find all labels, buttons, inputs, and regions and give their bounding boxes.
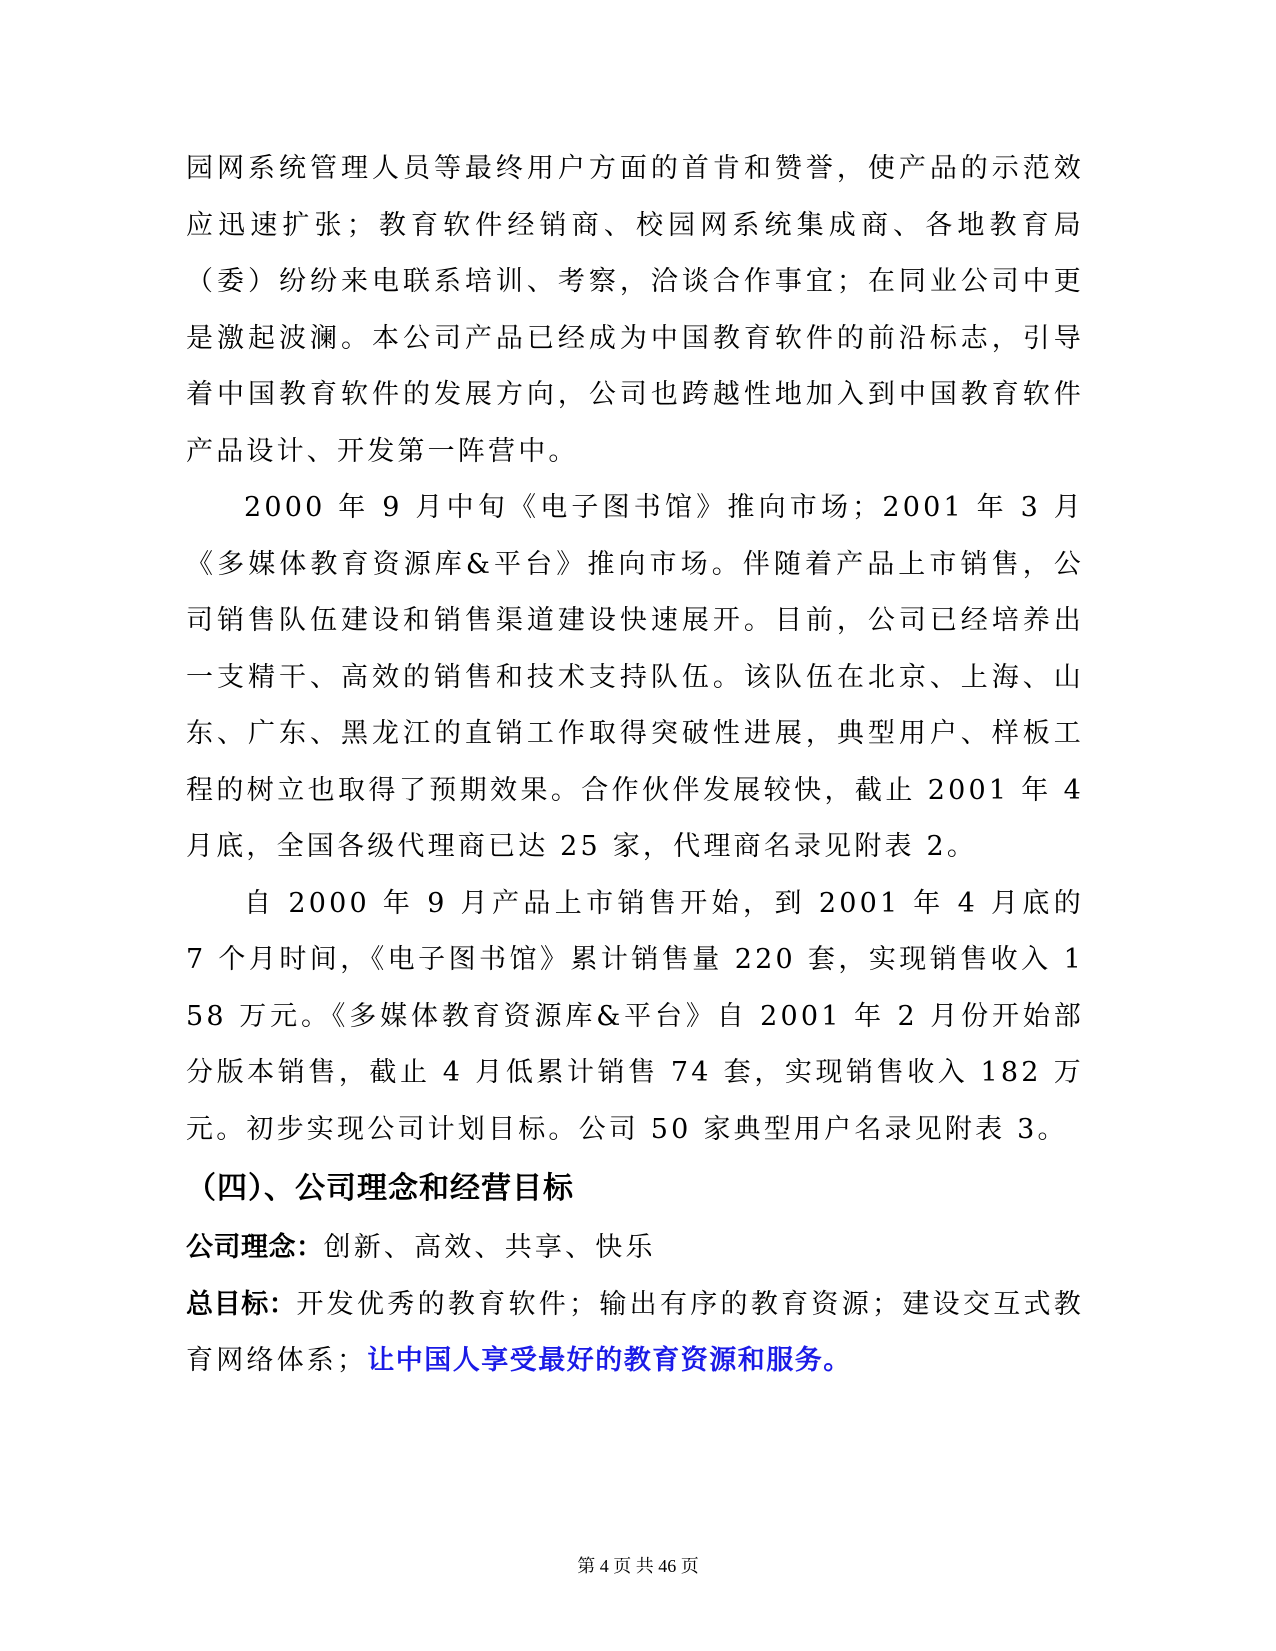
goal-text: 开发优秀的教育软件；输出有序的教育资源；建设交互式教育网络体系； [186, 1288, 1085, 1376]
goal-line [186, 1277, 1084, 1390]
goal-label: 总目标： [186, 1288, 297, 1320]
paragraph-market-launch: 2000 年 9 月中旬《电子图书馆》推向市场；2001 年 3 月《多媒体教育资源库&平台》推向市场。伴随着产品上市销售，公司销售队伍建设和销售渠道建设快速展开。目前，公司已经培养出一支精干、高效的销售和技术支持队伍。该队伍在北京、上海、山东、广东、黑龙江的直销工作取得突破性进展，典型用户、样板工程的树立也取得了预期效果。合作伙伴发展较快，截止 2001 年 4 月底，全国各级代理商已达 25 家，代理商名录见附表 2。 [186, 492, 1084, 862]
philosophy-text: 创新、高效、共享、快乐 [323, 1232, 656, 1263]
document-body [186, 141, 1084, 1390]
goal-highlight: 让中国人享受最好的教育资源和服务。 [367, 1345, 852, 1376]
philosophy-line [186, 1220, 1084, 1277]
section-heading: （四）、公司理念和经营目标 [186, 1171, 574, 1206]
philosophy-label: 公司理念： [186, 1232, 324, 1263]
paragraph-sales-results: 自 2000 年 9 月产品上市销售开始，到 2001 年 4 月底的 7 个月时间，《电子图书馆》累计销售量 220 套，实现销售收入 158 万元。《多媒体教育资源库&平台》自 2001 年 2 月份开始部分版本销售，截止 4 月低累计销售 74 套，实现销售收入 182 万元。初步实现公司计划目标。公司 50 家典型用户名录见附表 3。 [186, 887, 1084, 1145]
paragraph-product-recognition: 园网系统管理人员等最终用户方面的首肯和赞誉，使产品的示范效应迅速扩张；教育软件经销商、校园网系统集成商、各地教育局（委）纷纷来电联系培训、考察，洽谈合作事宜；在同业公司中更是激起波澜。本公司产品已经成为中国教育软件的前沿标志，引导着中国教育软件的发展方向，公司也跨越性地加入到中国教育软件产品设计、开发第一阵营中。 [186, 153, 1084, 467]
page-footer: 第 4 页 共 46 页 [577, 1556, 699, 1576]
